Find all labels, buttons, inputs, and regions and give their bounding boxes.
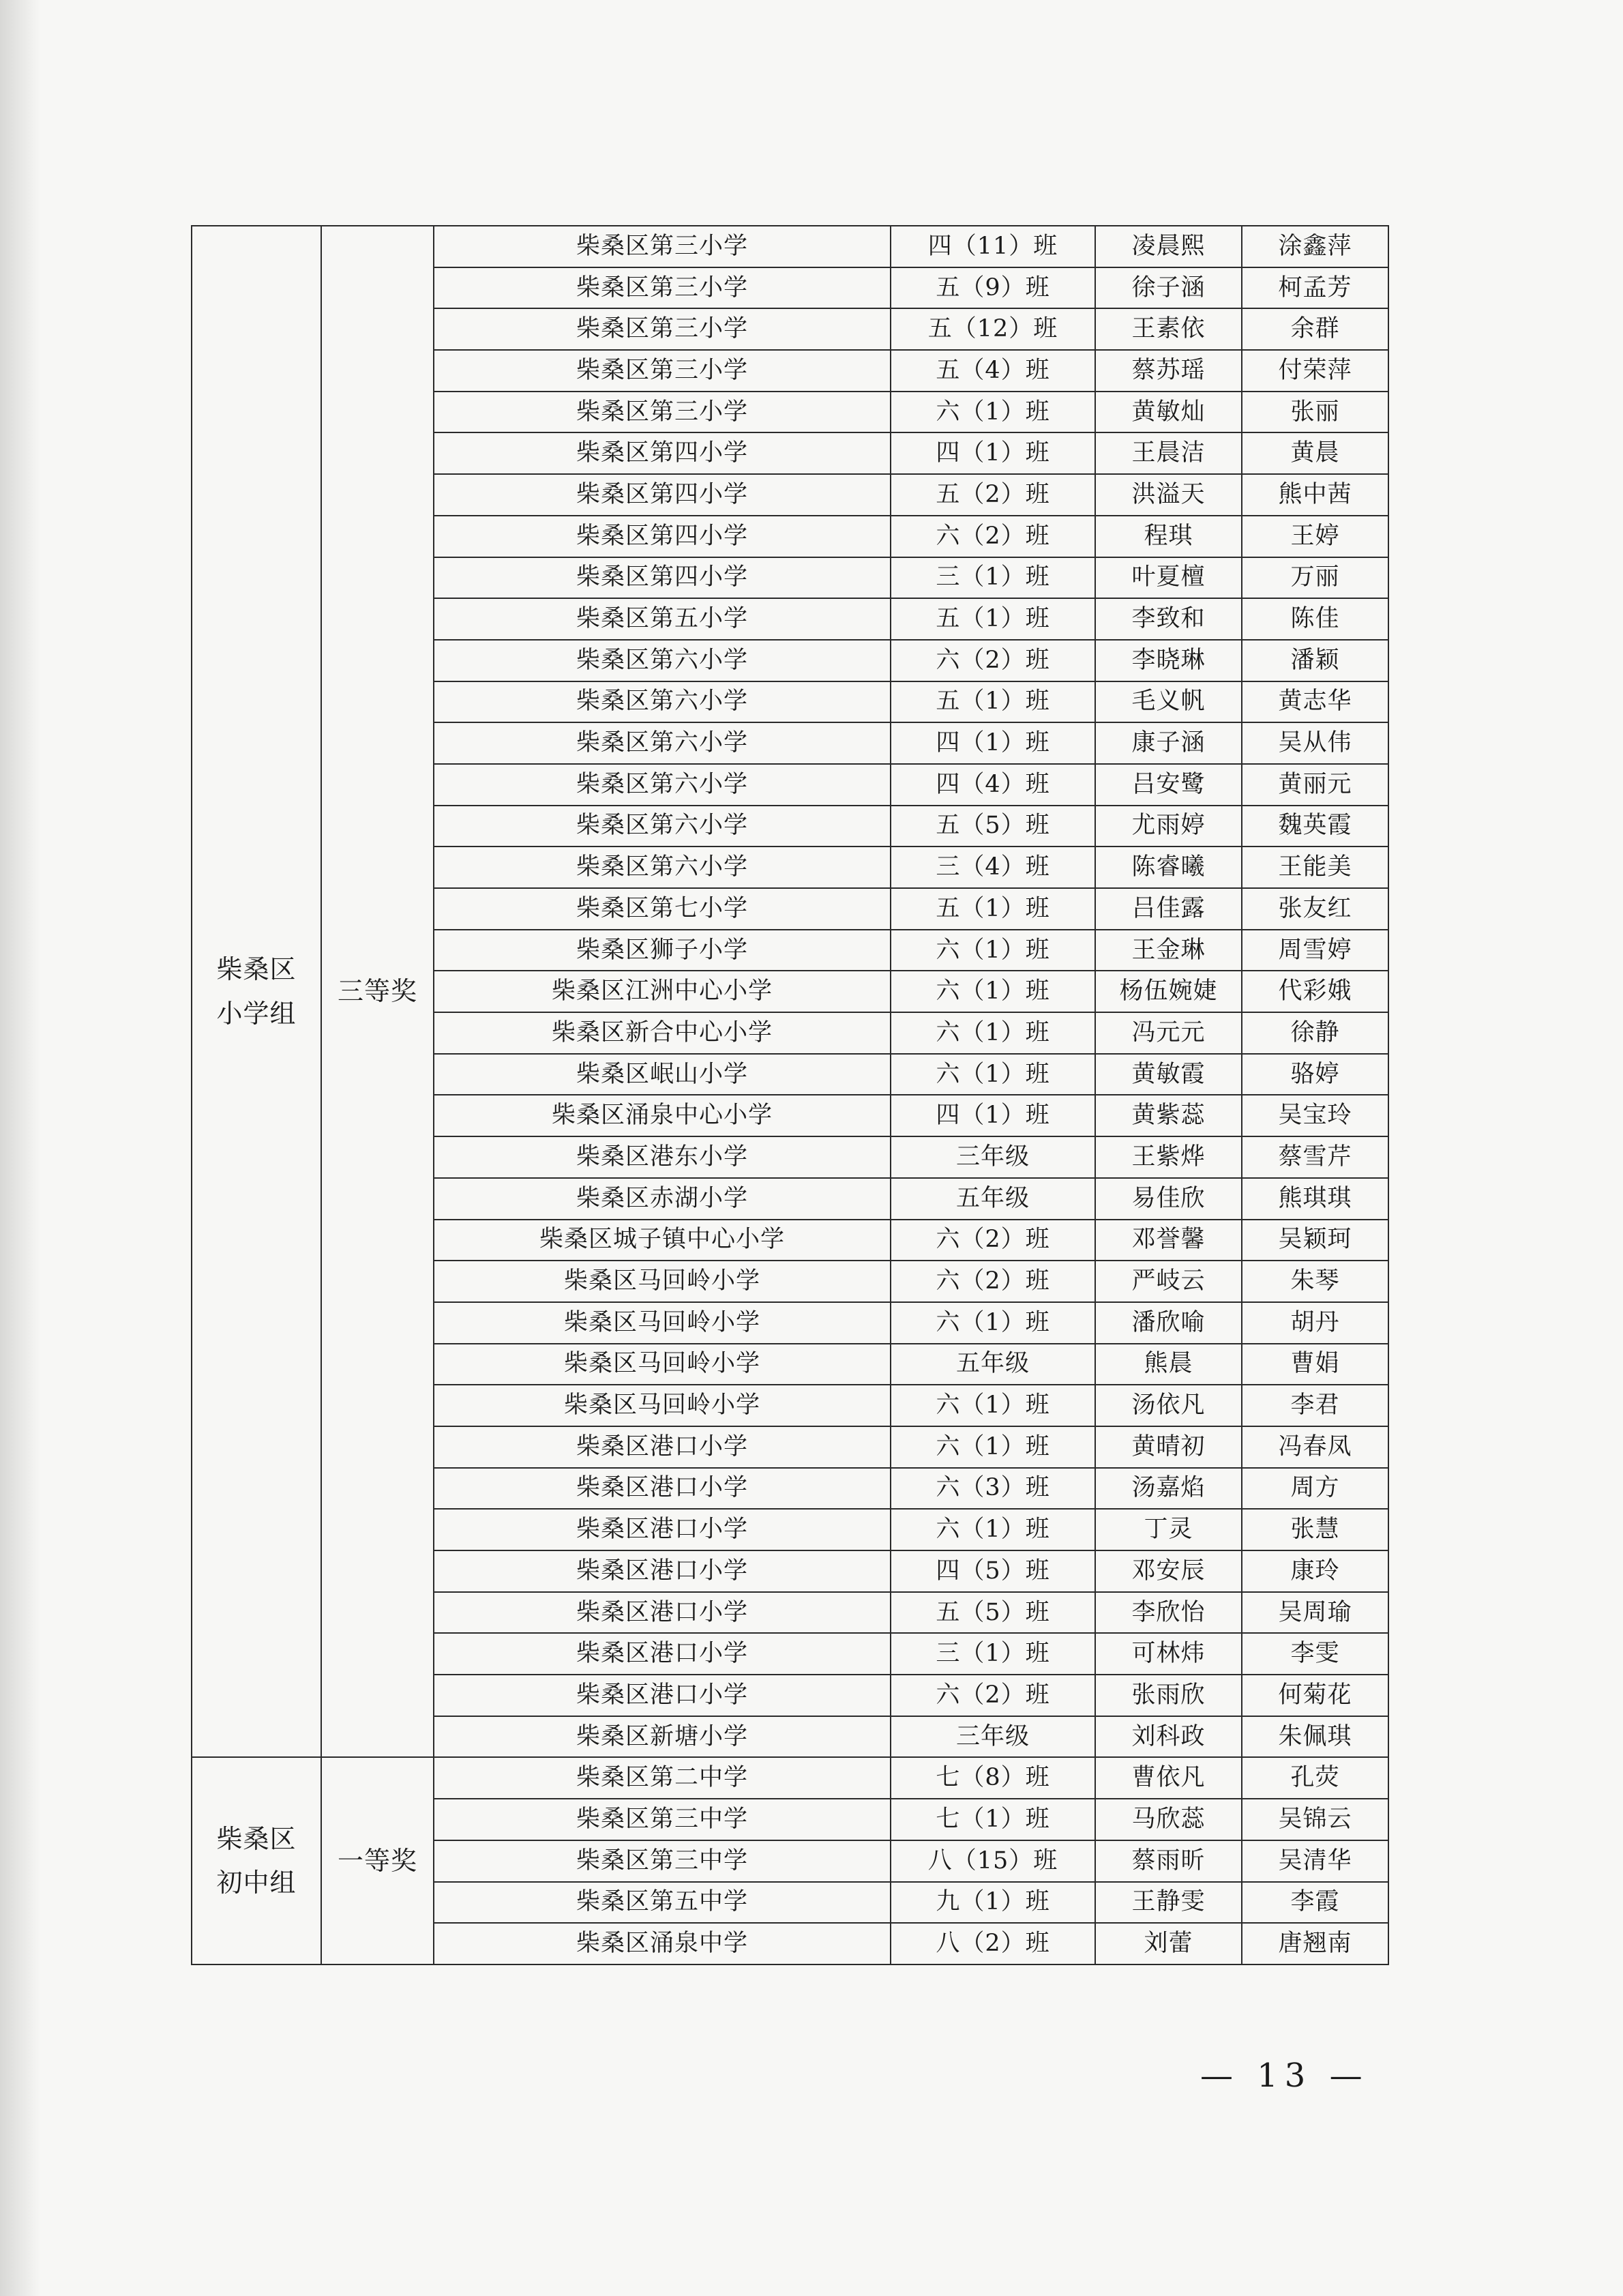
teacher-cell: 朱琴 [1242, 1261, 1388, 1302]
teacher-cell: 周雪婷 [1242, 930, 1388, 971]
school-cell: 柴桑区第四小学 [434, 557, 891, 599]
school-cell: 柴桑区新合中心小学 [434, 1012, 891, 1054]
teacher-cell: 吴锦云 [1242, 1799, 1388, 1840]
class-cell: 五（5）班 [891, 1592, 1095, 1634]
school-cell: 柴桑区马回岭小学 [434, 1261, 891, 1302]
school-cell: 柴桑区第三小学 [434, 350, 891, 392]
student-cell: 蔡苏瑶 [1095, 350, 1242, 392]
school-cell: 柴桑区第五小学 [434, 598, 891, 640]
class-cell: 五（5）班 [891, 806, 1095, 847]
school-cell: 柴桑区第六小学 [434, 681, 891, 723]
class-cell: 六（1）班 [891, 1302, 1095, 1344]
page-shadow [0, 0, 41, 2296]
school-cell: 柴桑区第六小学 [434, 722, 891, 764]
teacher-cell: 王能美 [1242, 847, 1388, 888]
teacher-cell: 李君 [1242, 1385, 1388, 1426]
class-cell: 四（11）班 [891, 226, 1095, 267]
class-cell: 五（2）班 [891, 474, 1095, 516]
student-cell: 刘蕾 [1095, 1923, 1242, 1964]
class-cell: 六（2）班 [891, 640, 1095, 681]
school-cell: 柴桑区第三小学 [434, 308, 891, 350]
class-cell: 五年级 [891, 1178, 1095, 1220]
student-cell: 王静雯 [1095, 1882, 1242, 1924]
teacher-cell: 王婷 [1242, 516, 1388, 557]
class-cell: 六（1）班 [891, 1054, 1095, 1095]
class-cell: 四（4）班 [891, 764, 1095, 806]
school-cell: 柴桑区港口小学 [434, 1426, 891, 1468]
class-cell: 三（1）班 [891, 1633, 1095, 1675]
school-cell: 柴桑区第三小学 [434, 392, 891, 433]
school-cell: 柴桑区第三中学 [434, 1799, 891, 1840]
table-row [192, 226, 1388, 267]
class-cell: 六（3）班 [891, 1468, 1095, 1510]
class-cell: 三年级 [891, 1136, 1095, 1178]
class-cell: 四（1）班 [891, 722, 1095, 764]
student-cell: 杨伍婉婕 [1095, 971, 1242, 1012]
school-cell: 柴桑区马回岭小学 [434, 1385, 891, 1426]
student-cell: 可林炜 [1095, 1633, 1242, 1675]
group-name-line1: 柴桑区 [216, 954, 297, 985]
school-cell: 柴桑区第三小学 [434, 226, 891, 267]
teacher-cell: 吴从伟 [1242, 722, 1388, 764]
school-cell: 柴桑区港口小学 [434, 1468, 891, 1510]
teacher-cell: 吴清华 [1242, 1840, 1388, 1882]
student-cell: 易佳欣 [1095, 1178, 1242, 1220]
student-cell: 吕安鹭 [1095, 764, 1242, 806]
student-cell: 程琪 [1095, 516, 1242, 557]
table-row [192, 1757, 1388, 1799]
student-cell: 黄敏灿 [1095, 392, 1242, 433]
group-name-line2: 初中组 [216, 1868, 297, 1898]
teacher-cell: 张丽 [1242, 392, 1388, 433]
class-cell: 六（2）班 [891, 516, 1095, 557]
student-cell: 潘欣喻 [1095, 1302, 1242, 1344]
class-cell: 六（2）班 [891, 1261, 1095, 1302]
teacher-cell: 胡丹 [1242, 1302, 1388, 1344]
student-cell: 尤雨婷 [1095, 806, 1242, 847]
student-cell: 康子涵 [1095, 722, 1242, 764]
class-cell: 六（1）班 [891, 1426, 1095, 1468]
class-cell: 六（2）班 [891, 1220, 1095, 1261]
student-cell: 徐子涵 [1095, 267, 1242, 309]
class-cell: 五（4）班 [891, 350, 1095, 392]
class-cell: 四（5）班 [891, 1550, 1095, 1592]
teacher-cell: 熊中茜 [1242, 474, 1388, 516]
teacher-cell: 孔荧 [1242, 1757, 1388, 1799]
group-name-line1: 柴桑区 [216, 1823, 297, 1854]
student-cell: 吕佳露 [1095, 888, 1242, 930]
school-cell: 柴桑区第六小学 [434, 640, 891, 681]
page-number: — 13 — [1200, 2057, 1369, 2095]
student-cell: 王晨洁 [1095, 432, 1242, 474]
class-cell: 六（1）班 [891, 930, 1095, 971]
teacher-cell: 吴周瑜 [1242, 1592, 1388, 1634]
award-level-cell: 三等奖 [321, 226, 434, 1757]
student-cell: 曹依凡 [1095, 1757, 1242, 1799]
school-cell: 柴桑区第三中学 [434, 1840, 891, 1882]
student-cell: 王金琳 [1095, 930, 1242, 971]
school-cell: 柴桑区港东小学 [434, 1136, 891, 1178]
student-cell: 刘科政 [1095, 1716, 1242, 1758]
student-cell: 冯元元 [1095, 1012, 1242, 1054]
school-cell: 柴桑区港口小学 [434, 1509, 891, 1550]
school-cell: 柴桑区第六小学 [434, 764, 891, 806]
student-cell: 陈睿曦 [1095, 847, 1242, 888]
school-cell: 柴桑区第七小学 [434, 888, 891, 930]
class-cell: 四（1）班 [891, 432, 1095, 474]
class-cell: 七（1）班 [891, 1799, 1095, 1840]
school-cell: 柴桑区第四小学 [434, 432, 891, 474]
student-cell: 邓安辰 [1095, 1550, 1242, 1592]
student-cell: 凌晨熙 [1095, 226, 1242, 267]
student-cell: 李晓琳 [1095, 640, 1242, 681]
teacher-cell: 付荣萍 [1242, 350, 1388, 392]
teacher-cell: 黄晨 [1242, 432, 1388, 474]
teacher-cell: 涂鑫萍 [1242, 226, 1388, 267]
teacher-cell: 冯春凤 [1242, 1426, 1388, 1468]
awards-table-body [192, 226, 1388, 1964]
teacher-cell: 徐静 [1242, 1012, 1388, 1054]
class-cell: 六（1）班 [891, 1385, 1095, 1426]
teacher-cell: 唐翘南 [1242, 1923, 1388, 1964]
student-cell: 马欣蕊 [1095, 1799, 1242, 1840]
school-cell: 柴桑区岷山小学 [434, 1054, 891, 1095]
school-cell: 柴桑区新塘小学 [434, 1716, 891, 1758]
teacher-cell: 陈佳 [1242, 598, 1388, 640]
teacher-cell: 蔡雪芹 [1242, 1136, 1388, 1178]
student-cell: 汤依凡 [1095, 1385, 1242, 1426]
class-cell: 三年级 [891, 1716, 1095, 1758]
student-cell: 黄晴初 [1095, 1426, 1242, 1468]
class-cell: 三（1）班 [891, 557, 1095, 599]
teacher-cell: 代彩娥 [1242, 971, 1388, 1012]
student-cell: 丁灵 [1095, 1509, 1242, 1550]
school-cell: 柴桑区狮子小学 [434, 930, 891, 971]
teacher-cell: 万丽 [1242, 557, 1388, 599]
class-cell: 八（15）班 [891, 1840, 1095, 1882]
class-cell: 四（1）班 [891, 1095, 1095, 1136]
school-cell: 柴桑区涌泉中心小学 [434, 1095, 891, 1136]
group-name-line2: 小学组 [216, 998, 297, 1029]
school-cell: 柴桑区第四小学 [434, 474, 891, 516]
teacher-cell: 吴宝玲 [1242, 1095, 1388, 1136]
award-level-cell: 一等奖 [321, 1757, 434, 1964]
class-cell: 九（1）班 [891, 1882, 1095, 1924]
school-cell: 柴桑区马回岭小学 [434, 1302, 891, 1344]
class-cell: 五（1）班 [891, 888, 1095, 930]
student-cell: 黄敏霞 [1095, 1054, 1242, 1095]
group-cell [192, 226, 321, 1757]
teacher-cell: 魏英霞 [1242, 806, 1388, 847]
teacher-cell: 何菊花 [1242, 1675, 1388, 1716]
school-cell: 柴桑区第二中学 [434, 1757, 891, 1799]
awards-table [191, 225, 1389, 1965]
teacher-cell: 吴颖珂 [1242, 1220, 1388, 1261]
student-cell: 黄紫蕊 [1095, 1095, 1242, 1136]
student-cell: 李欣怡 [1095, 1592, 1242, 1634]
school-cell: 柴桑区港口小学 [434, 1675, 891, 1716]
school-cell: 柴桑区第五中学 [434, 1882, 891, 1924]
school-cell: 柴桑区赤湖小学 [434, 1178, 891, 1220]
teacher-cell: 朱佩琪 [1242, 1716, 1388, 1758]
class-cell: 五（12）班 [891, 308, 1095, 350]
teacher-cell: 黄丽元 [1242, 764, 1388, 806]
school-cell: 柴桑区马回岭小学 [434, 1344, 891, 1385]
teacher-cell: 张慧 [1242, 1509, 1388, 1550]
school-cell: 柴桑区涌泉中学 [434, 1923, 891, 1964]
teacher-cell: 张友红 [1242, 888, 1388, 930]
teacher-cell: 康玲 [1242, 1550, 1388, 1592]
school-cell: 柴桑区城子镇中心小学 [434, 1220, 891, 1261]
teacher-cell: 曹娟 [1242, 1344, 1388, 1385]
student-cell: 邓誉馨 [1095, 1220, 1242, 1261]
student-cell: 李致和 [1095, 598, 1242, 640]
student-cell: 洪溢天 [1095, 474, 1242, 516]
teacher-cell: 柯孟芳 [1242, 267, 1388, 309]
class-cell: 六（1）班 [891, 1012, 1095, 1054]
student-cell: 熊晨 [1095, 1344, 1242, 1385]
student-cell: 王素依 [1095, 308, 1242, 350]
student-cell: 叶夏檀 [1095, 557, 1242, 599]
student-cell: 王紫烨 [1095, 1136, 1242, 1178]
school-cell: 柴桑区第四小学 [434, 516, 891, 557]
class-cell: 五（1）班 [891, 598, 1095, 640]
teacher-cell: 周方 [1242, 1468, 1388, 1510]
class-cell: 五年级 [891, 1344, 1095, 1385]
school-cell: 柴桑区江洲中心小学 [434, 971, 891, 1012]
school-cell: 柴桑区第六小学 [434, 806, 891, 847]
class-cell: 五（9）班 [891, 267, 1095, 309]
class-cell: 八（2）班 [891, 1923, 1095, 1964]
class-cell: 六（1）班 [891, 1509, 1095, 1550]
class-cell: 七（8）班 [891, 1757, 1095, 1799]
class-cell: 六（2）班 [891, 1675, 1095, 1716]
school-cell: 柴桑区第三小学 [434, 267, 891, 309]
class-cell: 六（1）班 [891, 392, 1095, 433]
teacher-cell: 骆婷 [1242, 1054, 1388, 1095]
class-cell: 三（4）班 [891, 847, 1095, 888]
school-cell: 柴桑区港口小学 [434, 1592, 891, 1634]
class-cell: 五（1）班 [891, 681, 1095, 723]
student-cell: 蔡雨昕 [1095, 1840, 1242, 1882]
student-cell: 汤嘉焰 [1095, 1468, 1242, 1510]
school-cell: 柴桑区港口小学 [434, 1550, 891, 1592]
school-cell: 柴桑区港口小学 [434, 1633, 891, 1675]
teacher-cell: 熊琪琪 [1242, 1178, 1388, 1220]
school-cell: 柴桑区第六小学 [434, 847, 891, 888]
teacher-cell: 潘颖 [1242, 640, 1388, 681]
student-cell: 严岐云 [1095, 1261, 1242, 1302]
teacher-cell: 黄志华 [1242, 681, 1388, 723]
student-cell: 毛义帆 [1095, 681, 1242, 723]
group-cell [192, 1757, 321, 1964]
student-cell: 张雨欣 [1095, 1675, 1242, 1716]
class-cell: 六（1）班 [891, 971, 1095, 1012]
teacher-cell: 李雯 [1242, 1633, 1388, 1675]
teacher-cell: 余群 [1242, 308, 1388, 350]
teacher-cell: 李霞 [1242, 1882, 1388, 1924]
